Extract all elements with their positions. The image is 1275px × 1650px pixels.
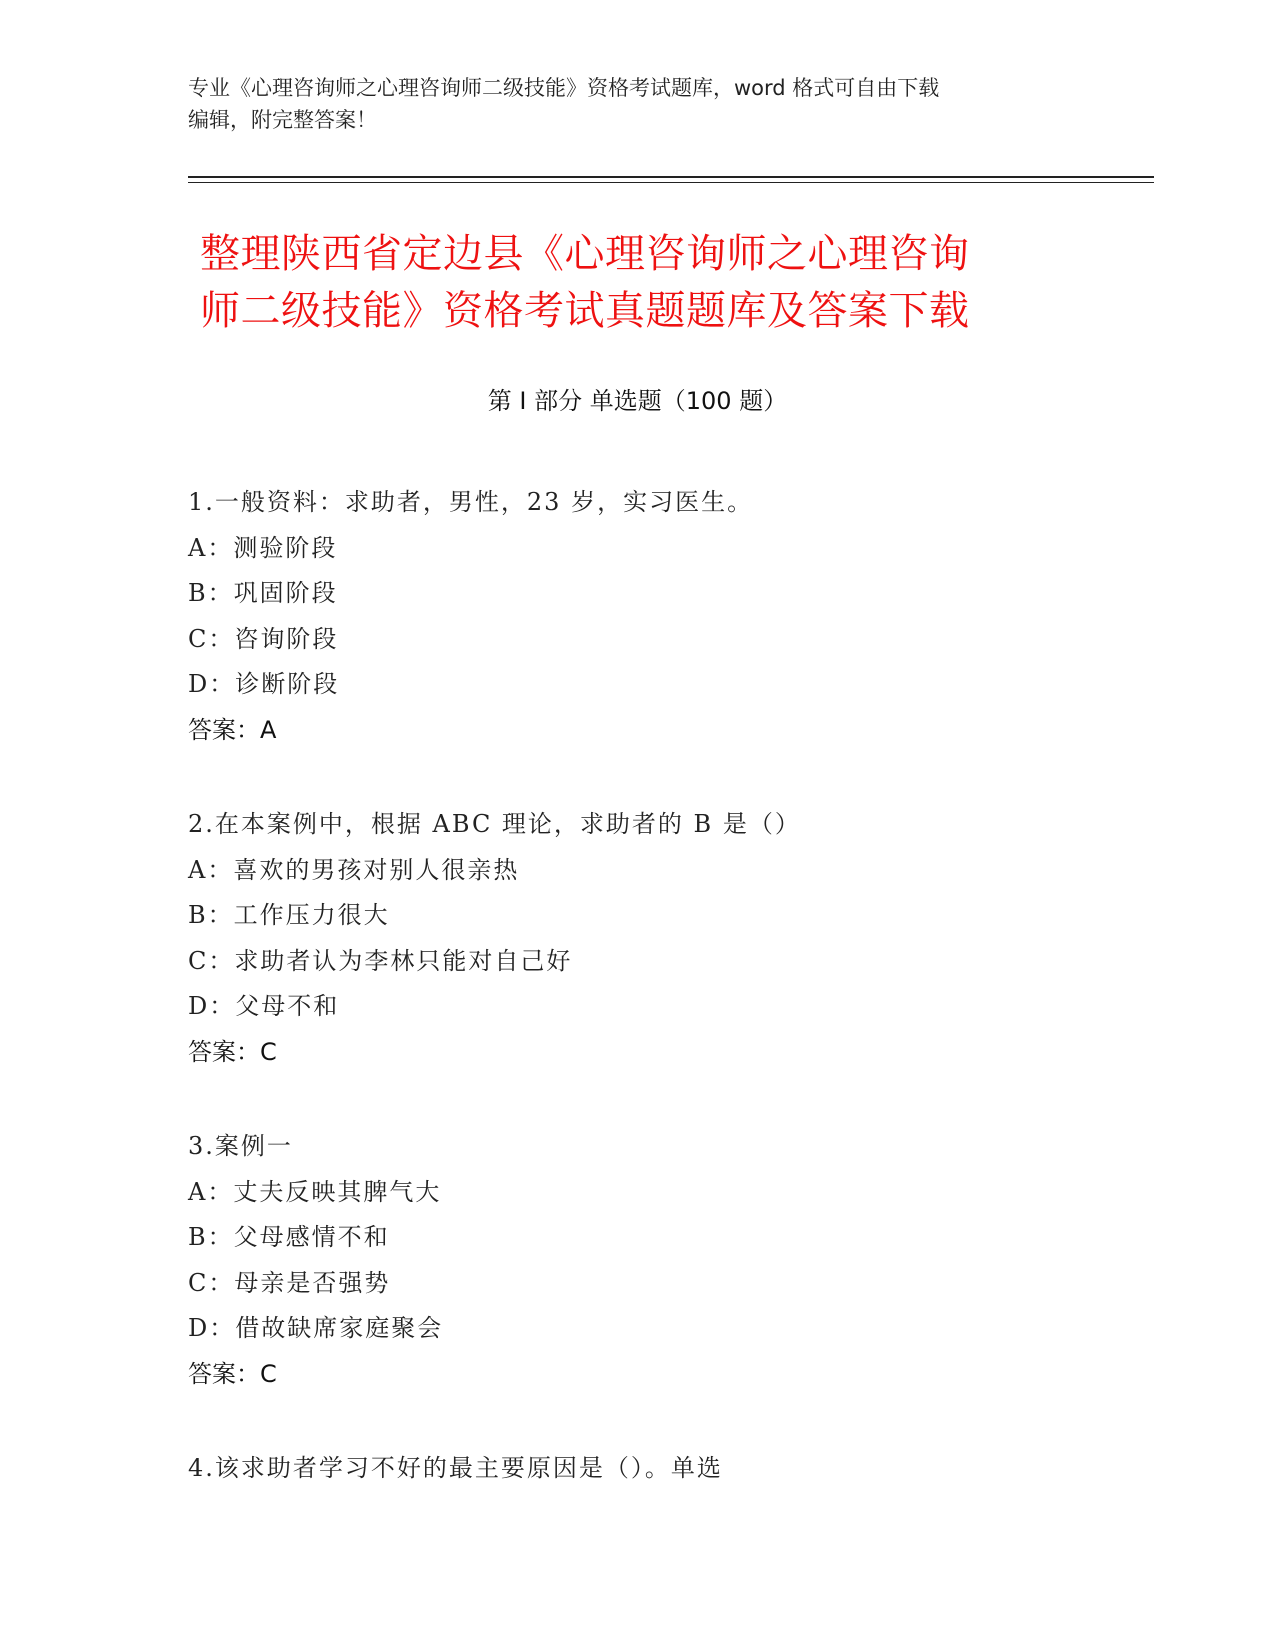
header-note-line-1: 专业《心理咨询师之心理咨询师二级技能》资格考试题库，word 格式可自由下载 [188,76,940,100]
header-divider [188,176,1154,178]
option-d: D：借故缺席家庭聚会 [188,1314,444,1342]
option-b: B：工作压力很大 [188,901,390,929]
question-stem: 4.该求助者学习不好的最主要原因是（）。单选 [188,1454,723,1482]
question-stem: 1.一般资料：求助者，男性，23 岁，实习医生。 [188,488,754,516]
option-a: A：丈夫反映其脾气大 [188,1177,442,1206]
answer: 答案：A [188,715,277,744]
option-c: C：母亲是否强势 [188,1268,391,1297]
option-d: D：父母不和 [188,992,340,1020]
option-d: D：诊断阶段 [188,670,340,698]
question-1 [188,480,1088,753]
answer: 答案：C [188,1037,277,1066]
question-2 [188,802,1088,1075]
header-note-line-2: 编辑，附完整答案！ [188,108,377,132]
section-heading: 第 I 部分 单选题（100 题） [487,387,788,415]
question-3 [188,1124,1088,1397]
option-a: A：喜欢的男孩对别人很亲热 [188,855,520,884]
question-4 [188,1446,1088,1492]
document-title-line-2: 师二级技能》资格考试真题题库及答案下载 [200,288,970,334]
document-title-line-1: 整理陕西省定边县《心理咨询师之心理咨询 [200,231,970,277]
option-c: C：求助者认为李林只能对自己好 [188,946,573,975]
option-c: C：咨询阶段 [188,624,339,653]
option-a: A：测验阶段 [188,533,338,562]
question-list [188,480,1088,1541]
answer: 答案：C [188,1359,277,1388]
document-title [200,226,1100,340]
question-stem: 3.案例一 [188,1132,293,1160]
option-b: B：巩固阶段 [188,579,338,607]
option-b: B：父母感情不和 [188,1223,390,1251]
header-divider-thin [188,182,1154,183]
question-stem: 2.在本案例中，根据 ABC 理论，求助者的 B 是（） [188,810,801,838]
header-note [188,72,1068,136]
